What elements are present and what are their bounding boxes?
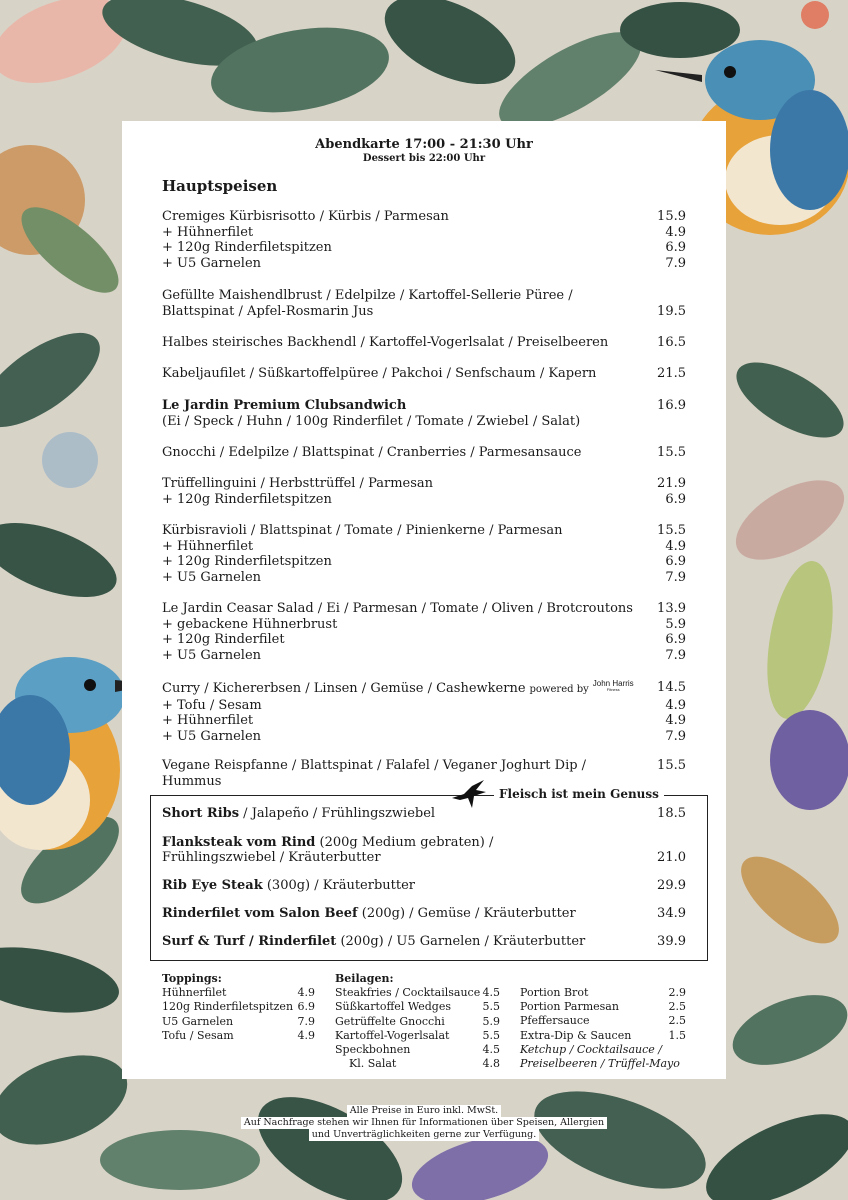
topping-name: Hühnerfilet bbox=[162, 986, 227, 1000]
dish-price: 15.9 bbox=[657, 209, 686, 224]
dish-price: 15.5 bbox=[657, 523, 686, 538]
beilage-row bbox=[335, 986, 500, 1000]
meat-rinderfilet bbox=[162, 906, 686, 921]
dish-price: 6.9 bbox=[665, 632, 686, 648]
dish-name: + U5 Garnelen bbox=[162, 648, 262, 664]
topping-name: Tofu / Sesam bbox=[162, 1028, 234, 1042]
topping-name: U5 Garnelen bbox=[162, 1014, 234, 1028]
dish-price: 18.5 bbox=[657, 806, 686, 821]
dish-reispfanne bbox=[162, 758, 686, 789]
dish-row bbox=[162, 934, 686, 949]
beilage-price: 5.9 bbox=[482, 1014, 500, 1028]
dish-price: 29.9 bbox=[657, 878, 686, 893]
dish-price: 19.5 bbox=[657, 303, 686, 319]
dish-price: 14.5 bbox=[657, 680, 686, 695]
dish-name-wrap bbox=[162, 934, 646, 949]
dish-name-wrap bbox=[162, 680, 646, 698]
topping-name: 120g Rinderfiletspitzen bbox=[162, 1000, 294, 1014]
dish-row bbox=[162, 758, 686, 789]
dish-row bbox=[162, 698, 686, 714]
beilage-price: 4.5 bbox=[482, 1043, 500, 1057]
sauce-options: Preiselbeeren / Trüffel-Mayo bbox=[520, 1057, 680, 1071]
sauce-options: Ketchup / Cocktailsauce / bbox=[520, 1042, 662, 1056]
beilage-name: Kl. Salat bbox=[349, 1057, 397, 1071]
extra-price: 2.9 bbox=[668, 986, 686, 999]
beilage-row bbox=[335, 1029, 500, 1043]
dish-price: 7.9 bbox=[665, 648, 686, 664]
dish-row bbox=[162, 617, 686, 633]
dish-name-wrap bbox=[162, 906, 646, 921]
dish-name-bold: Rinderfilet vom Salon Beef bbox=[162, 906, 358, 921]
dish-row bbox=[162, 539, 686, 555]
dish-row bbox=[162, 256, 686, 272]
dish-name: + U5 Garnelen bbox=[162, 729, 262, 745]
dish-row bbox=[162, 554, 686, 570]
dish-price: 21.0 bbox=[657, 850, 686, 865]
dish-name: Gefüllte Maishendlbrust / Edelpilze / Kartoffel-Sellerie Püree / bbox=[162, 288, 573, 303]
dish-name-rest: (200g) / U5 Garnelen / Kräuterbutter bbox=[336, 934, 586, 949]
dish-row bbox=[162, 523, 686, 539]
dish-row bbox=[162, 398, 686, 414]
beilage-name: Steakfries / Cocktailsauce bbox=[335, 986, 481, 1000]
dish-row bbox=[162, 680, 686, 698]
beilagen-list bbox=[335, 972, 500, 1071]
dish-name: Kürbisravioli / Blattspinat / Tomate / Pinienkerne / Parmesan bbox=[162, 523, 563, 538]
dish-price: 7.9 bbox=[665, 256, 686, 272]
beilage-price: 4.8 bbox=[482, 1057, 500, 1071]
topping-row bbox=[162, 1029, 315, 1043]
dish-price: 6.9 bbox=[665, 491, 686, 507]
menu-title: Abendkarte 17:00 - 21:30 Uhr bbox=[315, 137, 533, 152]
beilage-row bbox=[335, 1015, 500, 1029]
dish-row bbox=[162, 476, 686, 492]
dish-kabeljau bbox=[162, 366, 686, 382]
topping-row bbox=[162, 986, 315, 1000]
beilage-name: Kartoffel-Vogerlsalat bbox=[335, 1028, 450, 1042]
dish-name-bold: Flanksteak vom Rind bbox=[162, 835, 316, 850]
dish-price: 16.9 bbox=[657, 398, 686, 413]
menu-card bbox=[122, 121, 726, 1079]
dish-name-wrap bbox=[162, 878, 646, 893]
dish-name-line2: Frühlingszwiebel / Kräuterbutter bbox=[162, 850, 381, 865]
dish-name-bold: Rib Eye Steak bbox=[162, 878, 263, 893]
dish-price: 21.9 bbox=[657, 476, 686, 491]
beilage-price: 5.5 bbox=[482, 1000, 500, 1014]
dish-row bbox=[162, 366, 686, 382]
extra-price: 1.5 bbox=[668, 1028, 686, 1042]
dish-name: + Hühnerfilet bbox=[162, 538, 254, 554]
dish-name-bold: Surf & Turf / Rinderfilet bbox=[162, 934, 337, 949]
dish-price: 6.9 bbox=[665, 240, 686, 256]
extra-name: Extra-Dip & Saucen bbox=[520, 1028, 632, 1042]
meat-surf-turf bbox=[162, 934, 686, 949]
dish-price: 16.5 bbox=[657, 335, 686, 350]
beilage-row bbox=[335, 1000, 500, 1014]
dish-row bbox=[162, 850, 686, 865]
extra-name: Pfeffersauce bbox=[520, 1014, 590, 1028]
topping-price: 4.9 bbox=[297, 1028, 315, 1042]
beilage-row bbox=[335, 1057, 500, 1071]
dish-row bbox=[162, 335, 686, 351]
logo-subtext: Fitness bbox=[606, 687, 620, 692]
dish-price: 5.9 bbox=[665, 616, 686, 632]
dish-name: Curry / Kichererbsen / Linsen / Gemüse / Cashewkerne bbox=[162, 681, 526, 696]
beilagen-title: Beilagen: bbox=[335, 972, 394, 985]
dish-name: + 120g Rinderfiletspitzen bbox=[162, 491, 332, 507]
menu-subtitle: Dessert bis 22:00 Uhr bbox=[362, 153, 486, 164]
dish-price: 34.9 bbox=[657, 906, 686, 921]
dish-name: Gnocchi / Edelpilze / Blattspinat / Cranberries / Parmesansauce bbox=[162, 445, 582, 460]
dish-name: Blattspinat / Apfel-Rosmarin Jus bbox=[162, 303, 374, 319]
dish-row bbox=[162, 632, 686, 648]
extra-name: Portion Parmesan bbox=[520, 1000, 619, 1014]
dish-name: (Ei / Speck / Huhn / 100g Rinderfilet / Tomate / Zwiebel / Salat) bbox=[162, 413, 581, 429]
dish-name: + 120g Rinderfiletspitzen bbox=[162, 240, 332, 256]
dish-gnocchi bbox=[162, 445, 686, 461]
dish-row bbox=[162, 492, 686, 508]
section-title: Hauptspeisen bbox=[162, 177, 278, 195]
dish-row bbox=[162, 288, 686, 304]
beilage-name: Getrüffelte Gnocchi bbox=[335, 1014, 445, 1028]
dish-name: Le Jardin Ceasar Salad / Ei / Parmesan / Tomate / Oliven / Brotcroutons bbox=[162, 601, 633, 616]
dish-row bbox=[162, 414, 686, 430]
toppings-list bbox=[162, 972, 315, 1043]
dish-row bbox=[162, 906, 686, 921]
dish-name: Vegane Reispfanne / Blattspinat / Falafel / Veganer Joghurt Dip / Hummus bbox=[162, 758, 587, 789]
extra-price: 2.5 bbox=[668, 1000, 686, 1014]
dish-row bbox=[162, 601, 686, 617]
dish-name: Trüffellinguini / Herbsttrüffel / Parmesan bbox=[162, 476, 434, 491]
dish-row bbox=[162, 445, 686, 461]
powered-by-label: powered by bbox=[529, 684, 589, 695]
dish-name: Cremiges Kürbisrisotto / Kürbis / Parmesan bbox=[162, 209, 449, 224]
extra-row bbox=[520, 1029, 686, 1043]
dish-name-rest: (300g) / Kräuterbutter bbox=[262, 878, 416, 893]
dish-trueffellinguini bbox=[162, 476, 686, 507]
toppings-title: Toppings: bbox=[162, 972, 222, 985]
dish-price: 39.9 bbox=[657, 934, 686, 949]
dish-name-rest: / Jalapeño / Frühlingszwiebel bbox=[239, 806, 436, 821]
beilage-price: 4.5 bbox=[482, 986, 500, 1000]
dish-row bbox=[162, 225, 686, 241]
extra-name: Portion Brot bbox=[520, 986, 589, 999]
dish-name-wrap bbox=[162, 835, 646, 850]
logo-text: John Harris bbox=[592, 679, 634, 688]
dish-price bbox=[646, 288, 686, 304]
topping-price: 6.9 bbox=[297, 1000, 315, 1014]
dish-name: + gebackene Hühnerbrust bbox=[162, 616, 338, 632]
dish-price: 7.9 bbox=[665, 729, 686, 745]
dish-maishendlbrust bbox=[162, 288, 686, 319]
dish-row bbox=[162, 713, 686, 729]
beilage-row bbox=[335, 1043, 500, 1057]
dish-name: Le Jardin Premium Clubsandwich bbox=[162, 398, 407, 413]
topping-price: 4.9 bbox=[297, 986, 315, 1000]
dish-price: 4.9 bbox=[665, 538, 686, 554]
dish-kuerbisrisotto bbox=[162, 209, 686, 272]
dish-name: + Hühnerfilet bbox=[162, 713, 254, 729]
dish-row bbox=[162, 835, 686, 850]
dish-price: 4.9 bbox=[665, 224, 686, 240]
dish-price: 4.9 bbox=[665, 697, 686, 713]
dish-row bbox=[162, 648, 686, 664]
extras-list bbox=[520, 986, 686, 1071]
dish-name-rest: (200g) / Gemüse / Kräuterbutter bbox=[357, 906, 576, 921]
dish-caesar-salad bbox=[162, 601, 686, 664]
footer-note bbox=[225, 1105, 623, 1141]
dish-price: 15.5 bbox=[657, 445, 686, 460]
dish-curry bbox=[162, 680, 686, 745]
meat-short-ribs bbox=[162, 806, 686, 821]
dish-row bbox=[162, 570, 686, 586]
dish-price bbox=[646, 414, 686, 430]
topping-row bbox=[162, 1015, 315, 1029]
beilage-name: Speckbohnen bbox=[335, 1043, 411, 1057]
footer-line: Auf Nachfrage stehen wir Ihnen für Informationen über Speisen, Allergien bbox=[241, 1117, 607, 1129]
dish-name-bold: Short Ribs bbox=[162, 806, 240, 821]
dish-price: 13.9 bbox=[657, 601, 686, 616]
john-harris-logo bbox=[593, 680, 634, 692]
footer-line: Alle Preise in Euro inkl. MwSt. bbox=[347, 1105, 501, 1117]
dish-price: 21.5 bbox=[657, 366, 686, 381]
beilage-price: 5.5 bbox=[482, 1028, 500, 1042]
dish-price: 15.5 bbox=[657, 758, 686, 773]
dish-name-rest: (200g Medium gebraten) / bbox=[315, 835, 494, 850]
dish-row bbox=[162, 806, 686, 821]
extra-row bbox=[520, 986, 686, 1000]
dish-clubsandwich bbox=[162, 398, 686, 429]
dish-name: + U5 Garnelen bbox=[162, 570, 262, 586]
dish-kuerbisravioli bbox=[162, 523, 686, 586]
dish-price: 7.9 bbox=[665, 570, 686, 586]
extra-row bbox=[520, 1000, 686, 1014]
dish-name: + Hühnerfilet bbox=[162, 224, 254, 240]
beilage-name: Süßkartoffel Wedges bbox=[335, 1000, 451, 1014]
topping-price: 7.9 bbox=[297, 1014, 315, 1028]
dish-name: + U5 Garnelen bbox=[162, 256, 262, 272]
dish-price: 4.9 bbox=[665, 713, 686, 729]
dish-row bbox=[162, 729, 686, 745]
extra-row bbox=[520, 1014, 686, 1028]
footer-line: und Unverträglichkeiten gerne zur Verfügung. bbox=[309, 1129, 540, 1141]
dish-name: + 120g Rinderfiletspitzen bbox=[162, 554, 332, 570]
topping-row bbox=[162, 1000, 315, 1014]
dish-price-spacer bbox=[646, 835, 686, 850]
dish-name: Halbes steirisches Backhendl / Kartoffel-Vogerlsalat / Preiselbeeren bbox=[162, 335, 609, 350]
extra-price: 2.5 bbox=[668, 1014, 686, 1028]
dish-name: + 120g Rinderfilet bbox=[162, 632, 285, 648]
meat-section-title: Fleisch ist mein Genuss bbox=[494, 787, 664, 801]
meat-rib-eye bbox=[162, 878, 686, 893]
dish-row bbox=[162, 878, 686, 893]
dish-price: 6.9 bbox=[665, 554, 686, 570]
dish-row bbox=[162, 240, 686, 256]
dish-name: Kabeljaufilet / Süßkartoffelpüree / Pakchoi / Senfschaum / Kapern bbox=[162, 366, 597, 381]
dish-name-wrap bbox=[162, 806, 646, 821]
dish-row bbox=[162, 304, 686, 320]
meat-flanksteak bbox=[162, 835, 686, 865]
dish-row bbox=[162, 209, 686, 225]
dish-name: + Tofu / Sesam bbox=[162, 697, 262, 713]
dish-backhendl bbox=[162, 335, 686, 351]
